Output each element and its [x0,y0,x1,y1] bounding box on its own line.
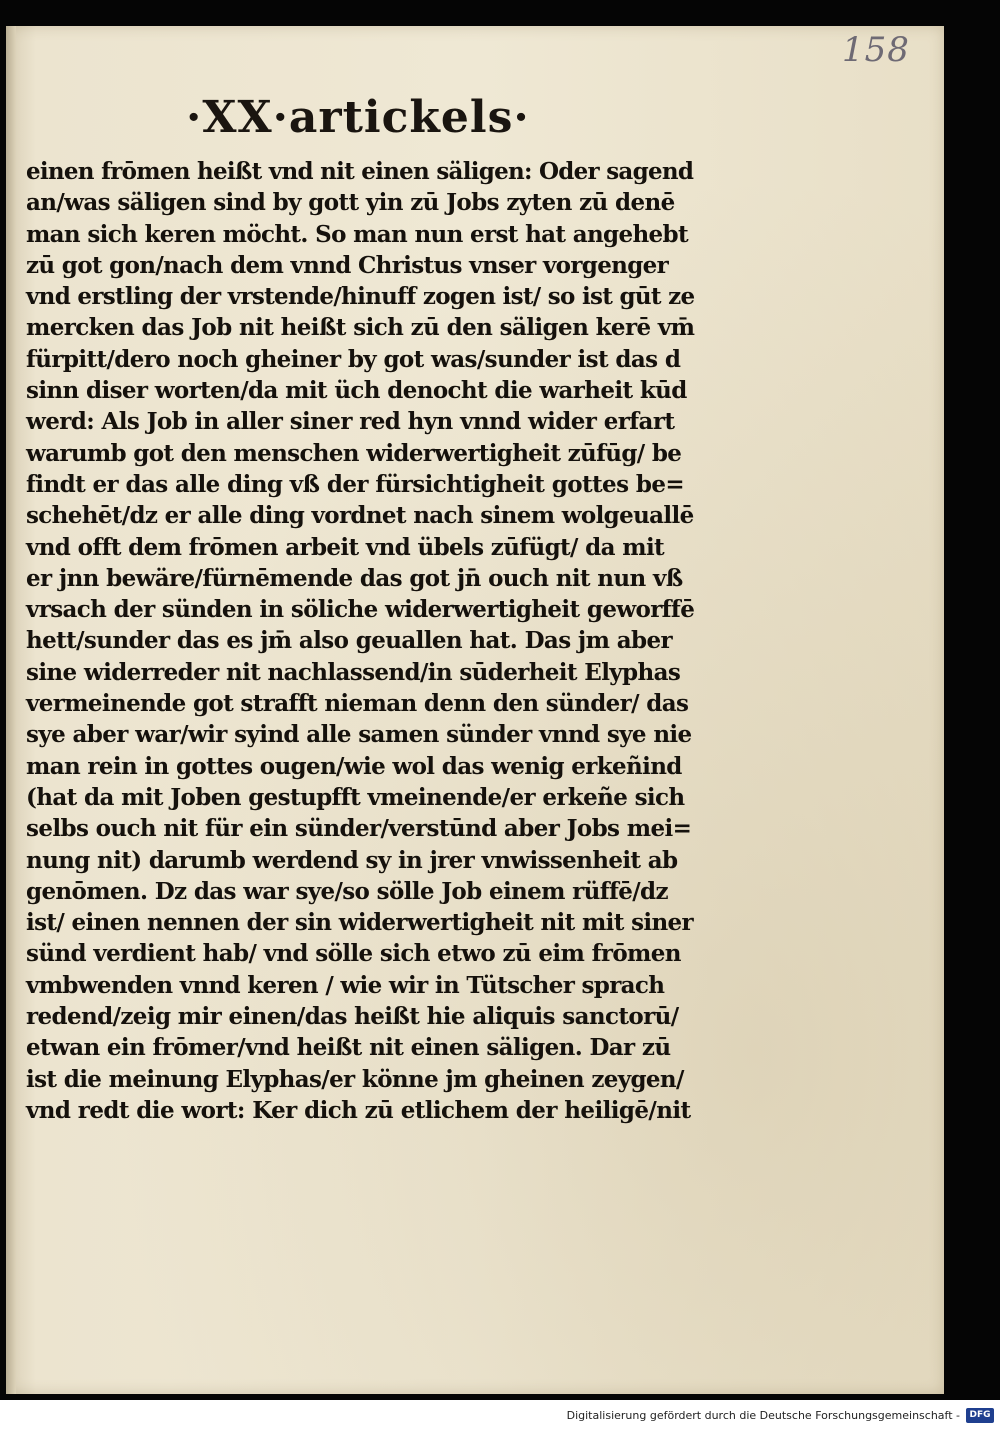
text-line: ist die meinung Elyphas/er könne jm gheinen zeygen/ [26,1065,684,1093]
page-gutter [6,26,16,1394]
text-line: selbs ouch nit für ein sünder/verstūnd aber Jobs mei= [26,815,692,843]
text-line: mercken das Job nit heißt sich zū den säligen kerē vm̄ [26,314,695,342]
text-line: sinn diser worten/da mit üch denocht die warheit kūd [26,377,687,405]
text-line: schehēt/dz er alle ding vordnet nach sinem wolgeuallē [26,502,694,530]
text-line: vnd redt die wort: Ker dich zū etlichem der heiligē/nit [26,1096,691,1124]
text-line: genōmen. Dz das war sye/so sölle Job einem rüffē/dz [26,877,668,905]
text-line: fürpitt/dero noch gheiner by got was/sunder ist das d [26,345,681,373]
text-line: vmbwenden vnnd keren / wie wir in Tütscher sprach [26,971,665,999]
body-text [26,156,726,1126]
text-line: vnd offt dem frōmen arbeit vnd übels zūfügt/ da mit [26,533,665,561]
text-line: warumb got den menschen widerwertigheit zūfūg/ be [26,439,682,467]
footer-bar [0,1400,1000,1434]
text-line: sine widerreder nit nachlassend/in sūderheit Elyphas [26,658,681,686]
funding-notice: Digitalisierung gefördert durch die Deutsche Forschungsgemeinschaft - [566,1409,960,1422]
text-line: ist/ einen nennen der sin widerwertigheit nit mit siner [26,909,693,937]
dfg-logo: DFG [966,1408,994,1423]
text-line: er jnn bewäre/fürnēmende das got jn̄ ouch nit nun vß [26,564,683,592]
text-line: sye aber war/wir syind alle samen sünder vnnd sye nie [26,721,692,749]
text-line: vermeinende got strafft nieman denn den sünder/ das [26,690,689,718]
text-line: vnd erstling der vrstende/hinuff zogen ist/ so ist gūt ze [26,283,695,311]
text-line: sünd verdient hab/ vnd sölle sich etwo zū eim frōmen [26,940,681,968]
text-line: zū got gon/nach dem vnnd Christus vnser vorgenger [26,251,669,279]
text-line: nung nit) darumb werdend sy in jrer vnwissenheit ab [26,846,678,874]
text-line: man sich keren möcht. So man nun erst hat angehebt [26,220,688,248]
text-line: hett/sunder das es jm̄ also geuallen hat. Das jm aber [26,627,673,655]
text-line: etwan ein frōmer/vnd heißt nit einen säligen. Dar zū [26,1034,671,1062]
page-heading: ·XX·artickels· [186,92,530,143]
text-line: redend/zeig mir einen/das heißt hie aliquis sanctorū/ [26,1003,679,1031]
text-line: (hat da mit Joben gestupfft vmeinende/er erkeñe sich [26,783,685,811]
text-line: werd: Als Job in aller siner red hyn vnnd wider erfart [26,408,675,436]
folio-number: 158 [842,30,910,70]
text-line: man rein in gottes ougen/wie wol das wenig erkeñind [26,752,682,780]
text-line: findt er das alle ding vß der fürsichtigheit gottes be= [26,470,685,498]
text-line: einen frōmen heißt vnd nit einen säligen: Oder sagend [26,158,694,185]
text-line: an/was säligen sind by gott yin zū Jobs zyten zū denē [26,189,675,217]
text-line: vrsach der sünden in söliche widerwertigheit geworffē [26,596,695,624]
